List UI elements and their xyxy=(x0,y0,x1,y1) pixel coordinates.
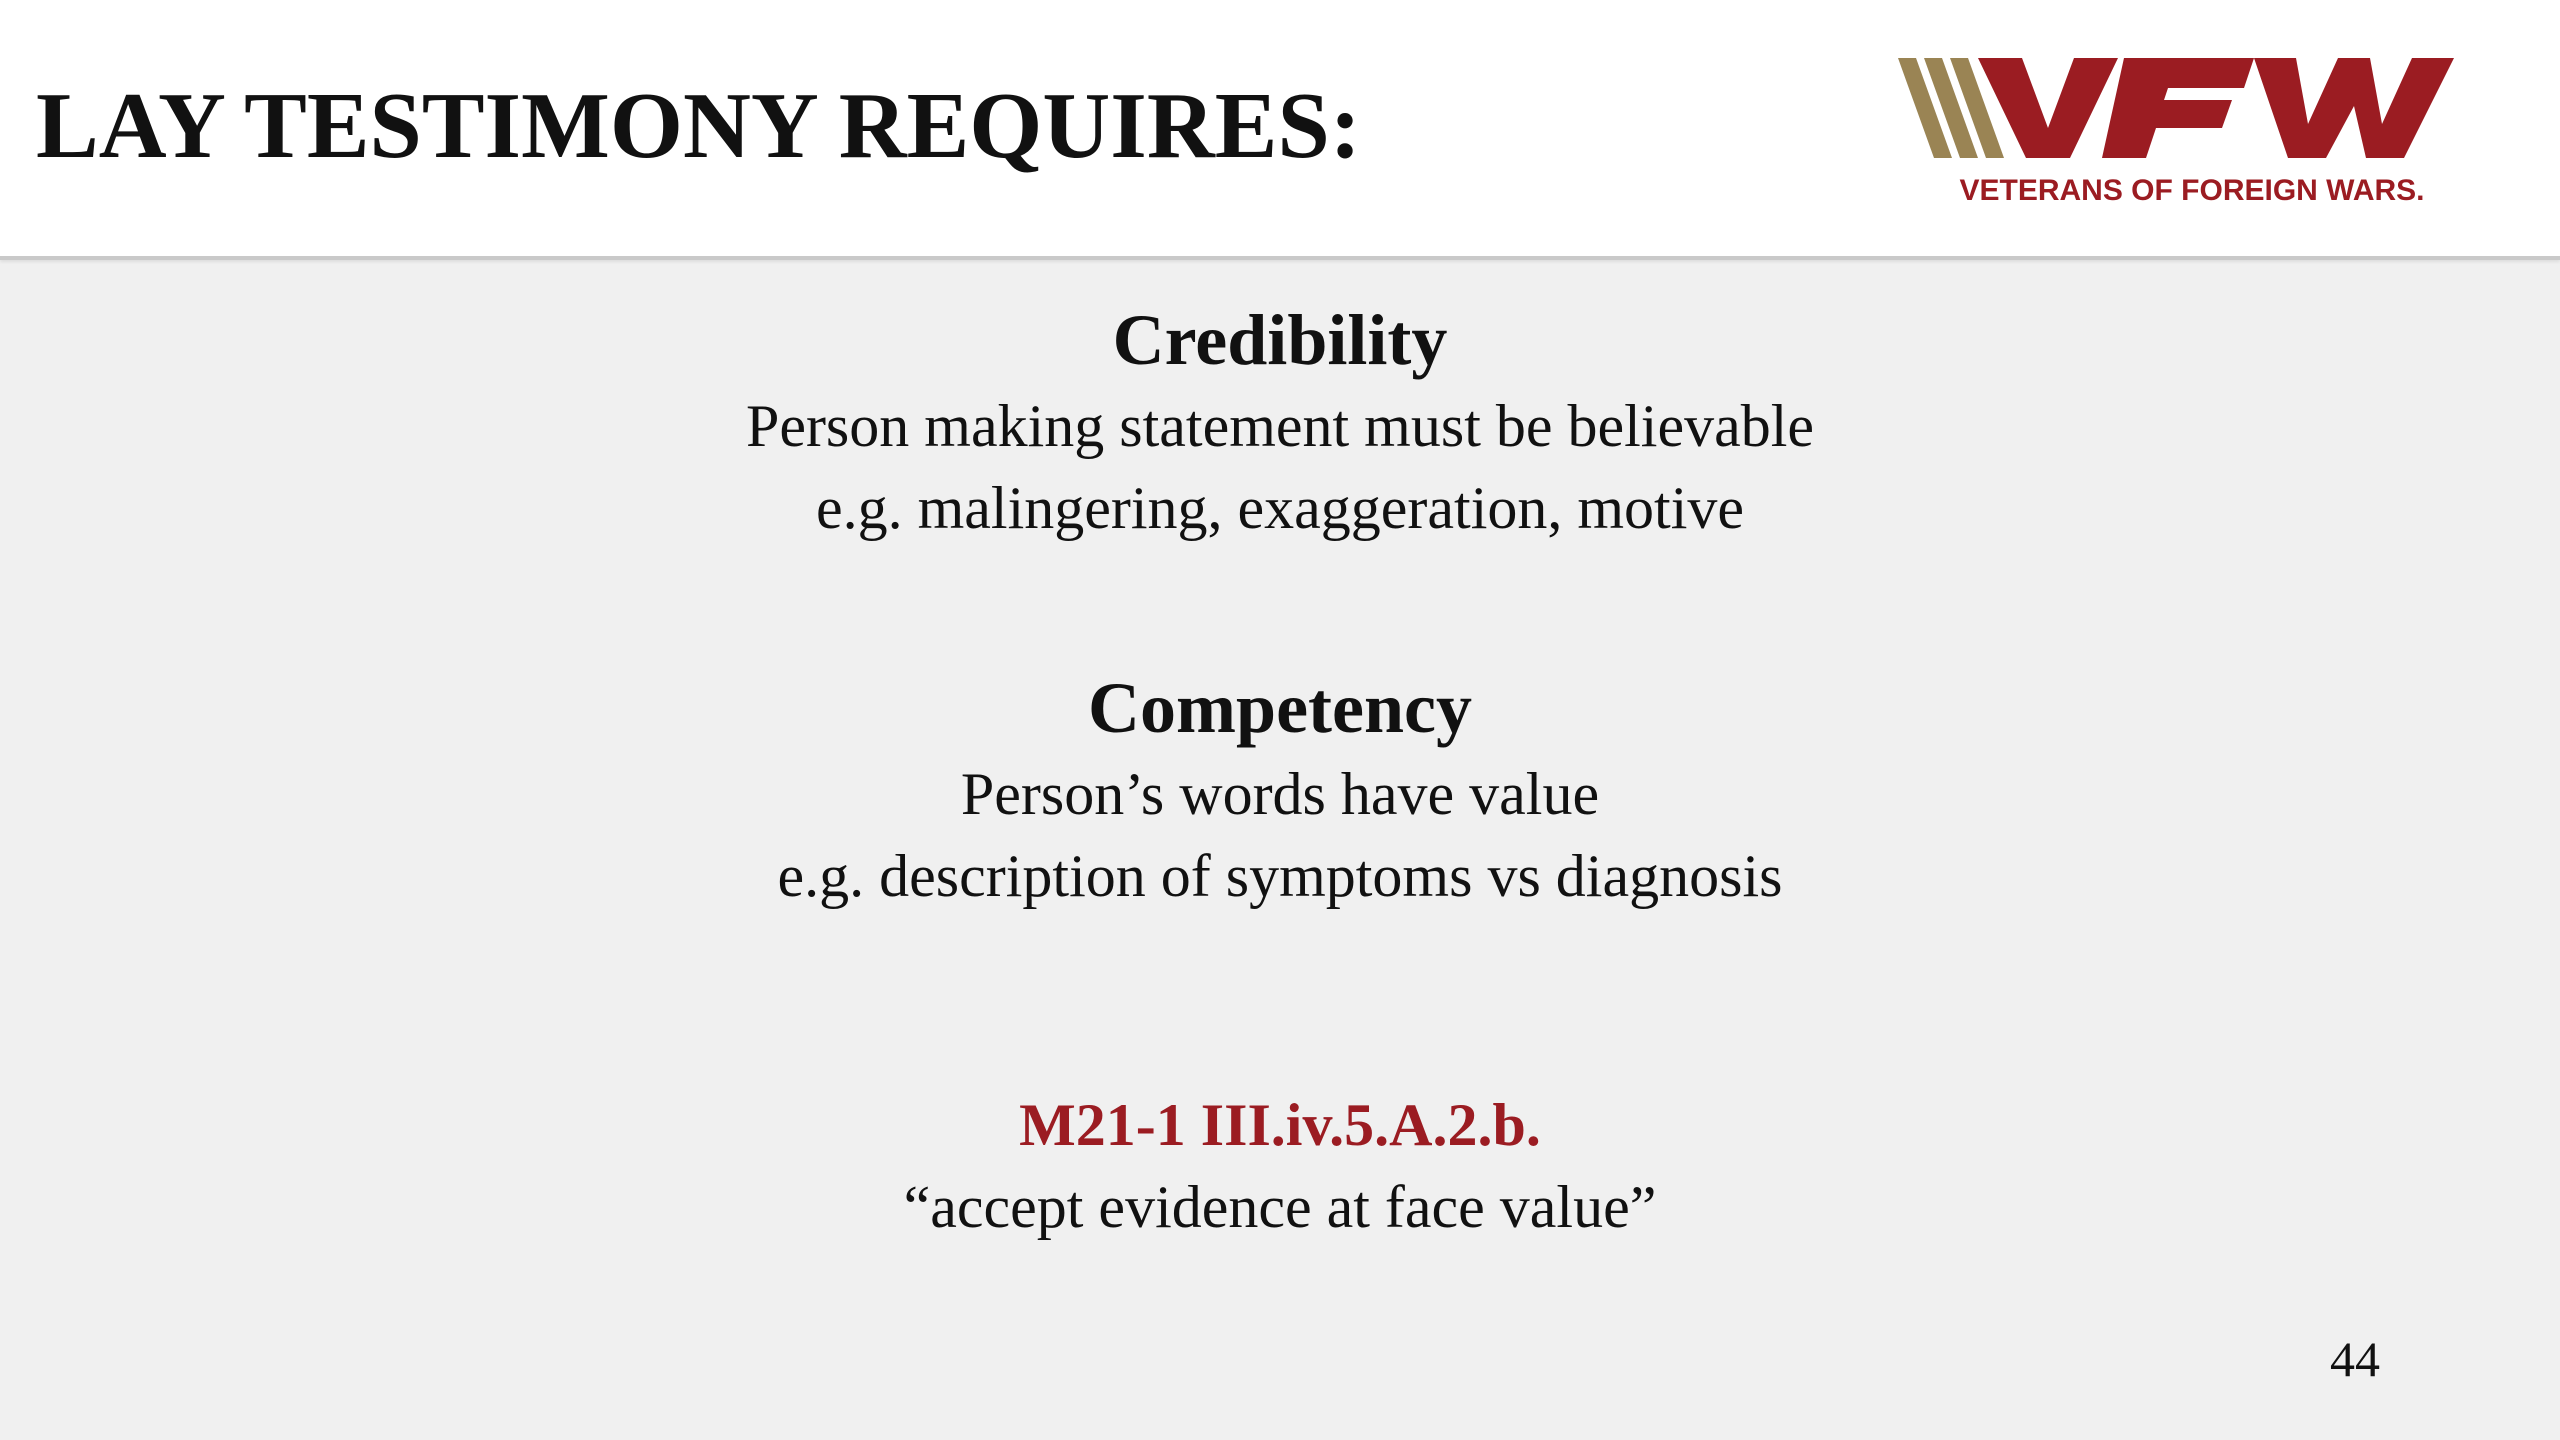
slide-header xyxy=(0,0,2560,260)
logo-tagline: VETERANS OF FOREIGN WARS. xyxy=(1959,174,2425,207)
vfw-logo-mark xyxy=(1898,54,2460,169)
slide-title: LAY TESTIMONY REQUIRES: xyxy=(36,74,1362,178)
section-heading: Competency xyxy=(1088,668,1472,748)
reference-block xyxy=(0,1084,2560,1248)
section-line: e.g. description of symptoms vs diagnosis xyxy=(777,843,1783,909)
page-number: 44 xyxy=(2330,1331,2380,1387)
section-credibility xyxy=(0,295,2560,549)
reference-quote: “accept evidence at face value” xyxy=(903,1174,1657,1240)
reference-citation: M21-1 III.iv.5.A.2.b. xyxy=(1019,1092,1541,1158)
vfw-logo xyxy=(1898,54,2460,214)
section-competency xyxy=(0,663,2560,917)
section-line: e.g. malingering, exaggeration, motive xyxy=(815,475,1745,541)
section-line: Person making statement must be believable xyxy=(745,393,1815,459)
section-line: Person’s words have value xyxy=(960,761,1600,827)
section-heading: Credibility xyxy=(1112,300,1448,380)
